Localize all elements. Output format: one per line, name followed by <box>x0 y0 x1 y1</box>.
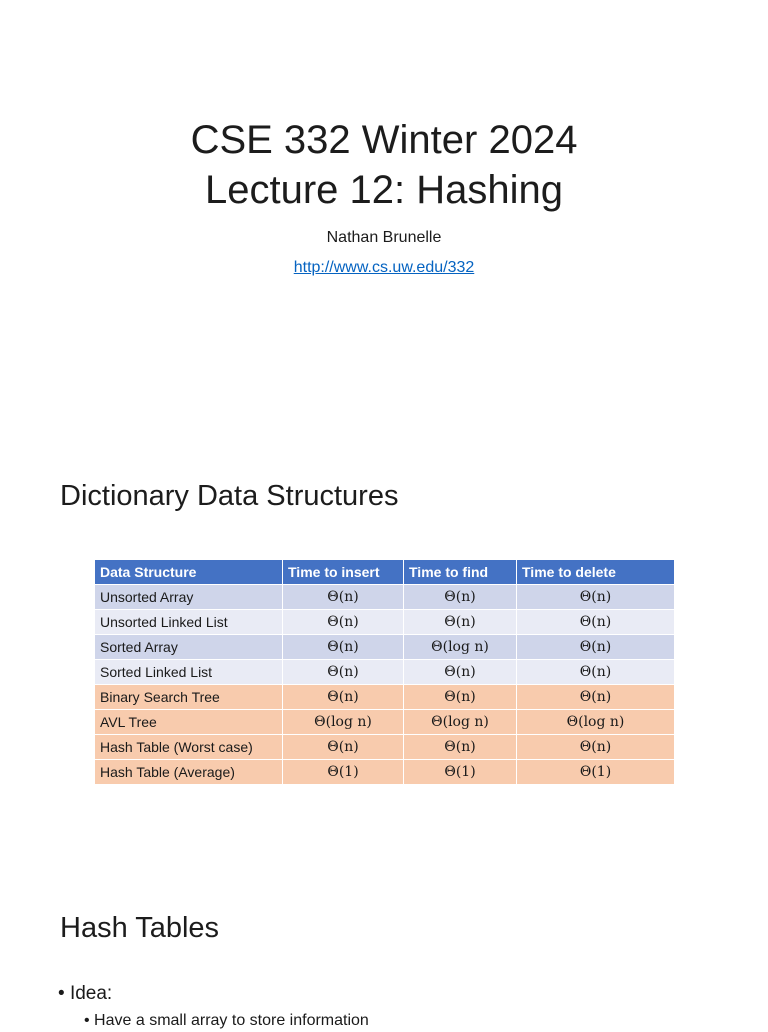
find-cell: Θ(n) <box>404 685 517 710</box>
hash-tables-slide <box>0 864 768 1029</box>
list-item <box>58 982 369 1032</box>
slide-heading: Hash Tables <box>60 912 220 944</box>
delete-cell: Θ(1) <box>517 760 675 785</box>
bullet-text: Idea: <box>69 983 113 1004</box>
lecture-topic-title: Lecture 12: Hashing <box>204 168 563 212</box>
data-structures-table <box>94 559 675 785</box>
insert-cell: Θ(n) <box>283 735 404 760</box>
delete-cell: Θ(n) <box>517 635 675 660</box>
header-time-to-find: Time to find <box>404 560 517 585</box>
author-name: Nathan Brunelle <box>326 229 442 246</box>
row-name: Unsorted Array <box>95 585 283 610</box>
header-time-to-insert: Time to insert <box>283 560 404 585</box>
course-website-link[interactable]: http://www.cs.uw.edu/332 <box>293 259 475 276</box>
lecture-course-title: CSE 332 Winter 2024 <box>190 118 578 162</box>
table-row <box>95 660 675 685</box>
find-cell: Θ(log n) <box>404 635 517 660</box>
insert-cell: Θ(n) <box>283 660 404 685</box>
find-cell: Θ(n) <box>404 735 517 760</box>
header-time-to-delete: Time to delete <box>517 560 675 585</box>
row-name: Unsorted Linked List <box>95 610 283 635</box>
header-data-structure: Data Structure <box>95 560 283 585</box>
delete-cell: Θ(n) <box>517 685 675 710</box>
table-row <box>95 735 675 760</box>
slide-heading: Dictionary Data Structures <box>60 480 399 512</box>
delete-cell: Θ(log n) <box>517 710 675 735</box>
course-link-container <box>0 258 768 278</box>
delete-cell: Θ(n) <box>517 735 675 760</box>
table-row <box>95 635 675 660</box>
delete-cell: Θ(n) <box>517 660 675 685</box>
row-name: Hash Table (Worst case) <box>95 735 283 760</box>
table-header-row <box>95 560 675 585</box>
find-cell: Θ(n) <box>404 585 517 610</box>
row-name: AVL Tree <box>95 710 283 735</box>
row-name: Hash Table (Average) <box>95 760 283 785</box>
row-name: Sorted Linked List <box>95 660 283 685</box>
list-item: • Have a small array to store information <box>84 1010 369 1032</box>
row-name: Binary Search Tree <box>95 685 283 710</box>
title-slide <box>0 0 768 432</box>
insert-cell: Θ(n) <box>283 685 404 710</box>
table-row <box>95 760 675 785</box>
find-cell: Θ(log n) <box>404 710 517 735</box>
insert-cell: Θ(1) <box>283 760 404 785</box>
sub-bullet-list <box>84 1010 369 1032</box>
find-cell: Θ(1) <box>404 760 517 785</box>
table-row <box>95 685 675 710</box>
row-name: Sorted Array <box>95 635 283 660</box>
insert-cell: Θ(log n) <box>283 710 404 735</box>
find-cell: Θ(n) <box>404 660 517 685</box>
insert-cell: Θ(n) <box>283 610 404 635</box>
delete-cell: Θ(n) <box>517 585 675 610</box>
dictionary-slide <box>0 432 768 864</box>
table-row <box>95 610 675 635</box>
find-cell: Θ(n) <box>404 610 517 635</box>
insert-cell: Θ(n) <box>283 585 404 610</box>
delete-cell: Θ(n) <box>517 610 675 635</box>
bullet-list <box>58 982 369 1032</box>
table-row <box>95 710 675 735</box>
insert-cell: Θ(n) <box>283 635 404 660</box>
table-row <box>95 585 675 610</box>
